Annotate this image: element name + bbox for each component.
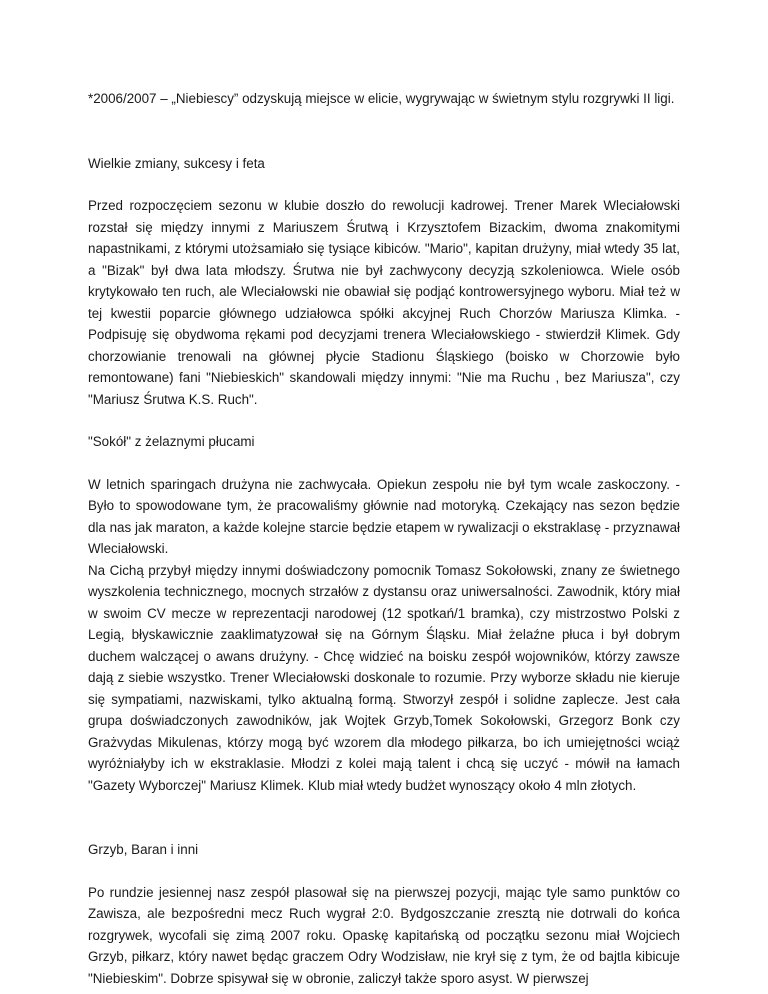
section-heading-wielkie-zmiany: Wielkie zmiany, sukcesy i feta — [88, 155, 265, 171]
section1-paragraph: Przed rozpoczęciem sezonu w klubie doszło do rewolucji kadrowej. Trener Marek Wleciałowski rozstał się między innymi z Mariuszem Śrutwą i Krzysztofem Bizackim, dwoma znakomitymi napastnikami, z którymi utożsamiało się tysiące kibiców. "Mario", kapitan drużyny, miał wtedy 35 lat, a "Bizak" był dwa lata młodszy. Śrutwa nie był zachwycony decyzją szkoleniowca. Wiele osób krytykowało ten ruch, ale Wleciałowski nie obawiał się podjąć kontrowersyjnego wyboru. Miał też w tej kwestii poparcie głównego udziałowca spółki akcyjnej Ruch Chorzów Mariusza Klimka. - Podpisuję się obydwoma rękami pod decyzjami trenera Wleciałowskiego - stwierdził Klimek. Gdy chorzowianie trenowali na głównej płycie Stadionu Śląskiego (boisko w Chorzowie było remontowane) fani "Niebieskich" skandowali między innymi: "Nie ma Ruchu , bez Mariusza", czy "Mariusz Śrutwa K.S. Ruch". — [88, 198, 680, 407]
document-page — [88, 88, 680, 989]
spacer — [88, 110, 680, 153]
spacer — [88, 453, 680, 474]
section-heading-sokol: "Sokół" z żelaznymi płucami — [88, 434, 255, 449]
section3-paragraph: Po rundzie jesiennej nasz zespół plasował się na pierwszej pozycji, mając tyle samo punktów co Zawisza, ale bezpośredni mecz Ruch wygrał 2:0. Bydgoszczanie zresztą nie dotrwali do końca rozgrywek, wycofali się zimą 2007 roku. Opaskę kapitańską od początku sezonu miał Wojciech Grzyb, piłkarz, który nawet będąc graczem Odry Wodzisław, nie krył się z tym, że od bajtla kibicuje "Niebieskim". Dobrze spisywał się w obronie, zaliczył także sporo asyst. W pierwszej — [88, 884, 680, 986]
intro-paragraph: *2006/2007 – „Niebiescy” odzyskują miejsce w elicie, wygrywając w świetnym stylu rozgrywki II ligi. — [88, 91, 675, 106]
section2-paragraph-2: Na Cichą przybył między innymi doświadczony pomocnik Tomasz Sokołowski, znany ze świetnego wyszkolenia technicznego, mocnych strzałów z dystansu oraz uniwersalności. Zawodnik, który miał w swoim CV mecze w reprezentacji narodowej (12 spotkań/1 bramka), czy mistrzostwo Polski z Legią, błyskawicznie zaaklimatyzował się na Górnym Śląsku. Miał żelaźne płuca i był dobrym duchem walczącej o awans drużyny. - Chcę widzieć na boisku zespół wojowników, którzy zawsze dają z siebie wszystko. Trener Wleciałowski doskonale to rozumie. Przy wyborze składu nie kieruje się sympatiami, nazwiskami, tylko aktualną formą. Stworzył zespół i solidne zaplecze. Jest cała grupa doświadczonych zawodników, jak Wojtek Grzyb,Tomek Sokołowski, Grzegorz Bonk czy Grażvydas Mikulenas, którzy mogą być wzorem dla młodego piłkarza, bo ich umiejętności wciąż wyróżniałyby ich w ekstraklasie. Młodzi z kolei mają talent i chcą się uczyć - mówił na łamach "Gazety Wyborczej" Mariusz Klimek. Klub miał wtedy budżet wynoszący około 4 mln złotych. — [88, 562, 680, 793]
spacer — [88, 796, 680, 839]
section2-paragraph-1: W letnich sparingach drużyna nie zachwycała. Opiekun zespołu nie był tym wcale zaskoczony. - Było to spowodowane tym, że pracowaliśmy głównie nad motoryką. Czekający nas sezon będzie dla nas jak maraton, a każde kolejne starcie będzie etapem w rywalizacji o ekstraklasę - przyznawał Wleciałowski. — [88, 476, 680, 556]
spacer — [88, 410, 680, 431]
spacer — [88, 174, 680, 195]
spacer — [88, 861, 680, 882]
section-heading-grzyb-baran: Grzyb, Baran i inni — [88, 842, 199, 857]
